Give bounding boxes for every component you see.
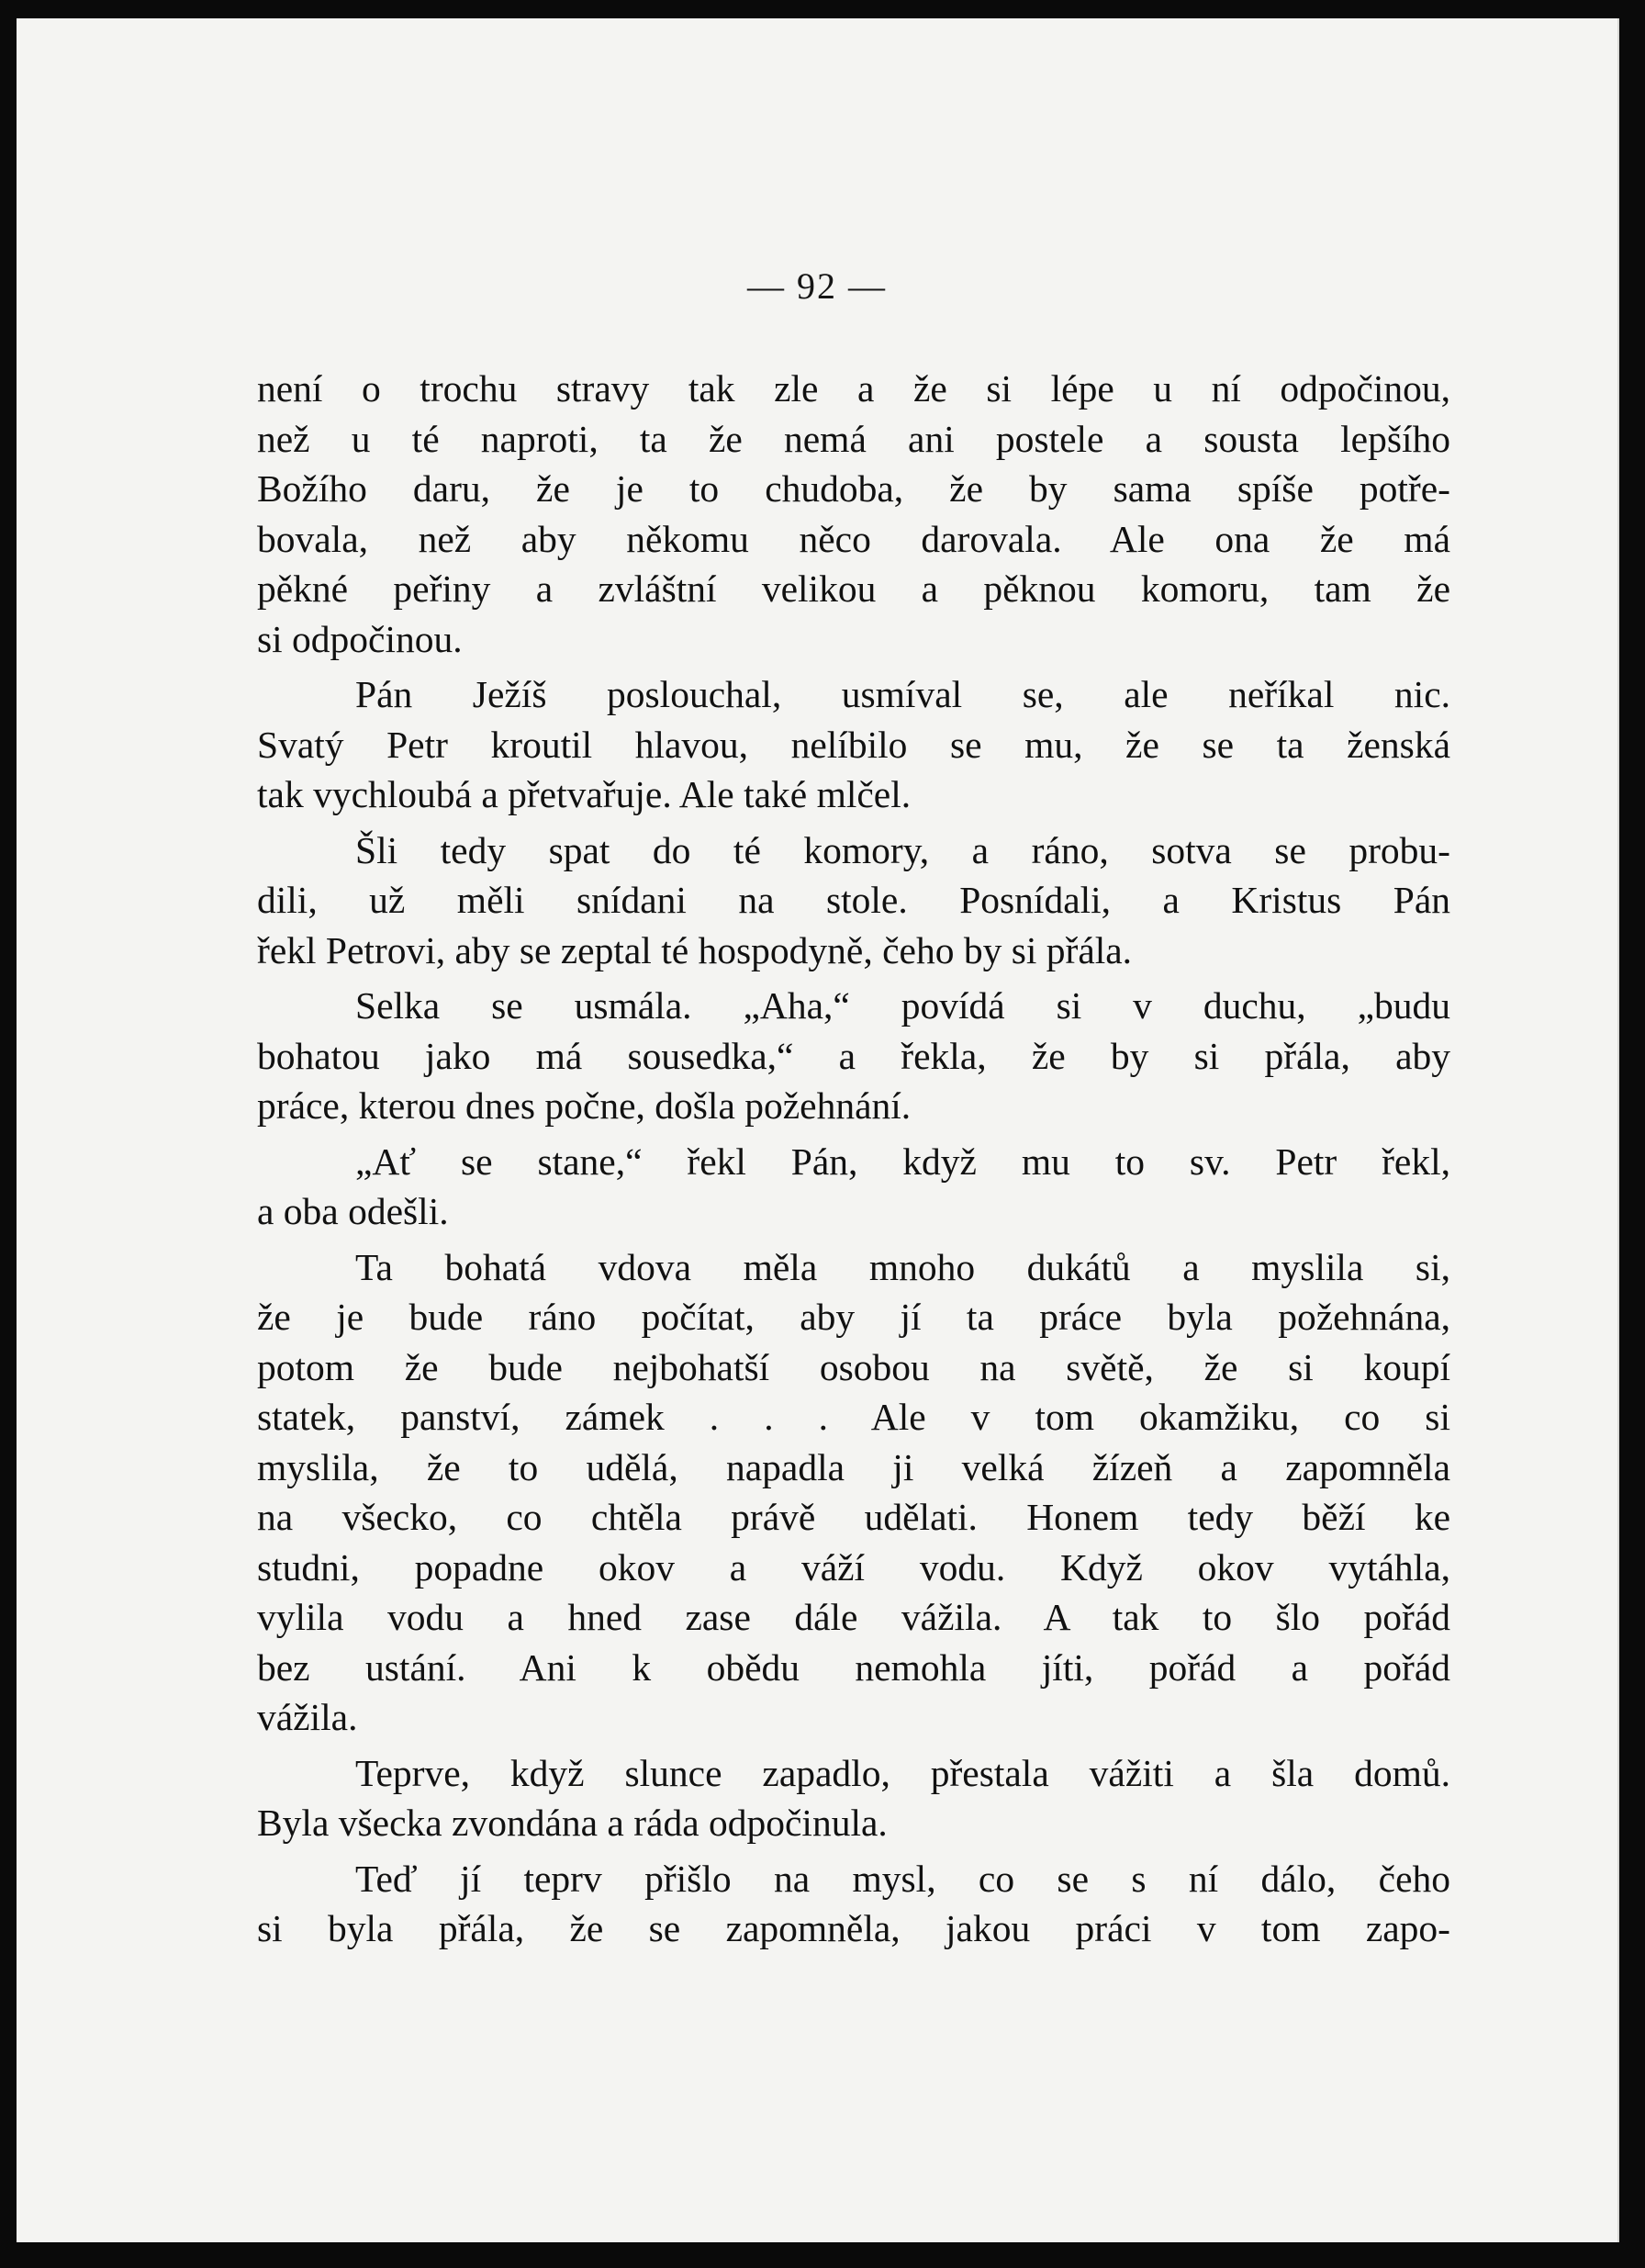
paragraph [257,364,1450,664]
text-line: Šli tedy spat do té komory, a ráno, sotva se probu- [355,828,1450,871]
text-line: si odpočinou. [257,617,463,660]
page-number: — 92 — [747,265,887,307]
text-line: není o trochu stravy tak zle a že si lépe u ní odpočinou, [257,367,1450,410]
text-line: než u té naproti, ta že nemá ani postele a sousta lepšího [257,417,1450,460]
book-page [17,18,1619,2242]
text-line: bez ustání. Ani k obědu nemohla jíti, pořád a pořád [257,1645,1450,1689]
text-line: Ta bohatá vdova měla mnoho dukátů a myslila si, [355,1245,1450,1288]
text-line: vážila. [257,1696,358,1738]
paragraph [257,1242,1450,1743]
text-line: Božího daru, že je to chudoba, že by sama spíše potře- [257,467,1450,510]
text-line: Byla všecka zvondána a ráda odpočinula. [257,1802,888,1844]
text-line: dili, už měli snídani na stole. Posnídali, a Kristus Pán [257,879,1450,921]
text-line: Teď jí teprv přišlo na mysl, co se s ní dálo, čeho [355,1857,1450,1900]
text-line: Svatý Petr kroutil hlavou, nelíbilo se mu, že se ta ženská [257,723,1450,766]
text-line: Pán Ježíš poslouchal, usmíval se, ale neříkal nic. [355,673,1450,715]
text-line: „Ať se stane,“ řekl Pán, když mu to sv. Petr řekl, [355,1140,1450,1183]
text-line: že je bude ráno počítat, aby jí ta práce byla požehnána, [257,1296,1450,1338]
paragraph [257,981,1450,1131]
text-line: myslila, že to udělá, napadla ji velká žízeň a zapomněla [257,1445,1450,1488]
text-line: vylila vodu a hned zase dále vážila. A tak to šlo pořád [257,1596,1450,1638]
paragraph [257,669,1450,820]
paragraph [257,1748,1450,1848]
text-line: řekl Petrovi, aby se zeptal té hospodyně, čeho by si přála. [257,928,1133,971]
paragraph [257,1854,1450,1954]
text-line: statek, panství, zámek . . . Ale v tom okamžiku, co si [257,1396,1450,1438]
text-line: tak vychloubá a přetvařuje. Ale také mlčel. [257,773,912,815]
text-line: bovala, než aby někomu něco darovala. Ale ona že má [257,517,1450,560]
paragraph [257,825,1450,976]
text-line: studni, popadne okov a váží vodu. Když okov vytáhla, [257,1545,1450,1589]
text-line: a oba odešli. [257,1190,449,1232]
paragraph [257,1137,1450,1237]
text-line: bohatou jako má sousedka,“ a řekla, že by si přála, aby [257,1034,1450,1077]
text-line: Selka se usmála. „Aha,“ povídá si v duchu, „budu [355,984,1450,1027]
text-line: práce, kterou dnes počne, došla požehnání. [257,1084,912,1127]
text-line: Teprve, když slunce zapadlo, přestala vážiti a šla domů. [355,1751,1450,1794]
text-line: na všecko, co chtěla právě udělati. Honem tedy běží ke [257,1496,1450,1538]
body-text [257,364,1450,1954]
text-line: potom že bude nejbohatší osobou na světě, že si koupí [257,1345,1450,1388]
text-line: pěkné peřiny a zvláštní velikou a pěknou komoru, tam že [257,567,1450,610]
text-line: si byla přála, že se zapomněla, jakou práci v tom zapo- [257,1907,1450,1949]
